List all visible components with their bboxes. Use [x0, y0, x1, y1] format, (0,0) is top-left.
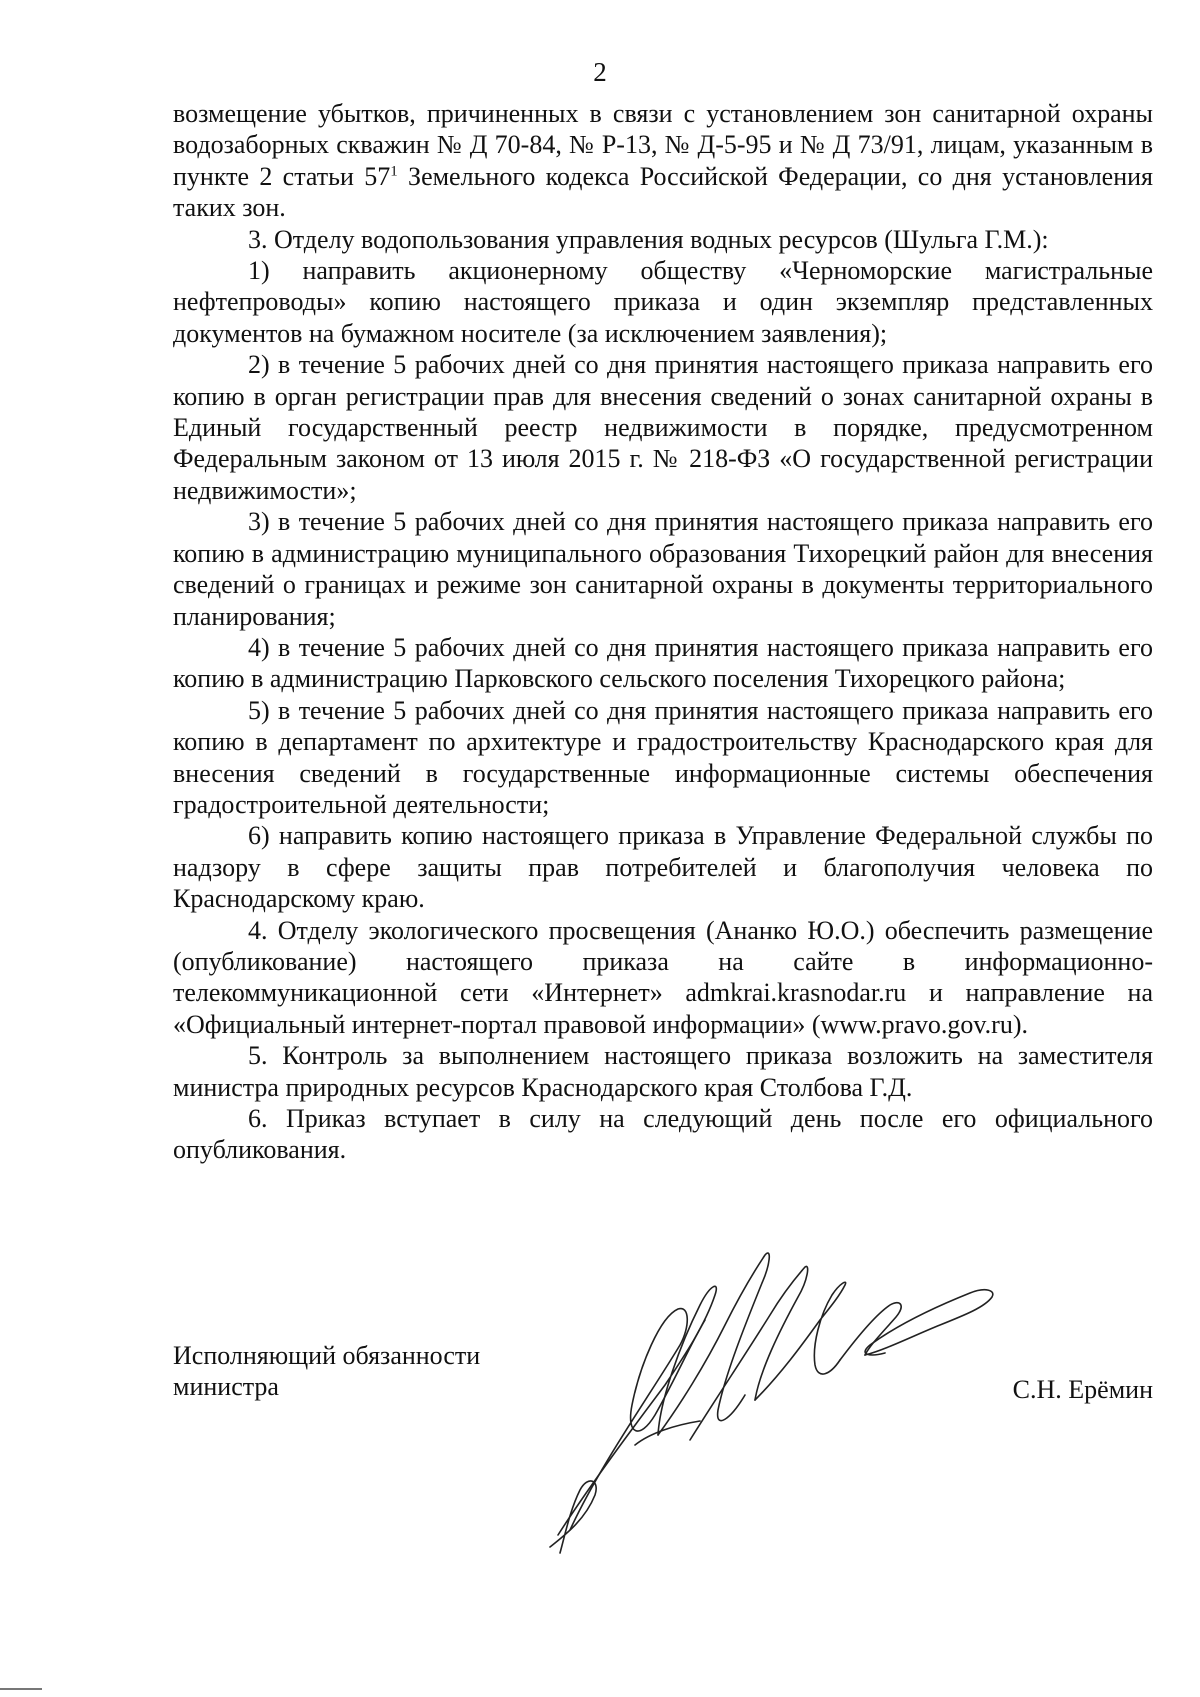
page-number: 2 — [593, 57, 607, 87]
handwritten-signature — [540, 1235, 1000, 1555]
paragraph-subitem-5: 5) в течение 5 рабочих дней со дня принятия настоящего приказа направить его копию в департамент по архитектуре и градостроительству Краснодарского края для внесения сведений в государственные информационные системы обеспечения градостроительной деятельности; — [173, 695, 1153, 819]
paragraph-subitem-6: 6) направить копию настоящего приказа в Управление Федеральной службы по надзору в сфере защиты прав потребителей и благополучия человека по Краснодарскому краю. — [173, 821, 1153, 914]
paragraph-item-6: 6. Приказ вступает в силу на следующий день после его официального опубликования. — [173, 1104, 1153, 1165]
signatory-position-line-1: Исполняющий обязанности — [173, 1341, 481, 1370]
paragraph-item-4: 4. Отделу экологического просвещения (Ананко Ю.О.) обеспечить размещение (опубликование) настоящего приказа на сайте в информационно-телекоммуникационной сети «Интернет» admkrai.krasnodar.ru и направление на «Официальный интернет-портал правовой информации» (www.pravo.gov.ru). — [173, 915, 1153, 1039]
paragraph-subitem-3: 3) в течение 5 рабочих дней со дня принятия настоящего приказа направить его копию в администрацию муниципального образования Тихорецкий район для внесения сведений о границах и режиме зон санитарной охраны в документы территориального планирования; — [173, 507, 1153, 631]
paragraph-subitem-1: 1) направить акционерному обществу «Черноморские магистральные нефтепроводы» копию настоящего приказа и один экземпляр представленных документов на бумажном носителе (за исключением заявления); — [173, 256, 1153, 348]
continuation-paragraph — [173, 98, 1153, 224]
paragraph-item-5: 5. Контроль за выполнением настоящего приказа возложить на заместителя министра природных ресурсов Краснодарского края Столбова Г.Д. — [173, 1041, 1153, 1102]
paragraph-subitem-4: 4) в течение 5 рабочих дней со дня принятия настоящего приказа направить его копию в администрацию Парковского сельского поселения Тихорецкого района; — [173, 632, 1153, 694]
continuation-text: возмещение убытков, причиненных в связи с установлением зон санитарной охраны водозаборных скважин № Д 70-84, № Р-13, № Д-5-95 и № Д 73/91, лицам, указанным в пункте 2 статьи 57 — [173, 99, 1153, 191]
scan-edge-mark — [0, 1688, 42, 1690]
continuation-tail: Земельного кодекса Российской Федерации, со дня установления таких зон. — [173, 161, 1153, 223]
document-body — [173, 98, 1153, 1166]
paragraph-subitem-2: 2) в течение 5 рабочих дней со дня принятия настоящего приказа направить его копию в орган регистрации прав для внесения сведений о зонах санитарной охраны в Единый государственный реестр недвижимости в порядке, предусмотренном Федеральным законом от 13 июля 2015 г. № 218-ФЗ «О государственной регистрации недвижимости»; — [173, 350, 1153, 505]
signatory-name: С.Н. Ерёмин — [1012, 1375, 1153, 1404]
article-superscript: 1 — [390, 163, 398, 180]
paragraph-item-3: 3. Отделу водопользования управления водных ресурсов (Шульга Г.М.): — [248, 224, 1049, 254]
signatory-position — [173, 1340, 480, 1402]
signatory-position-line-2: министра — [173, 1372, 279, 1401]
